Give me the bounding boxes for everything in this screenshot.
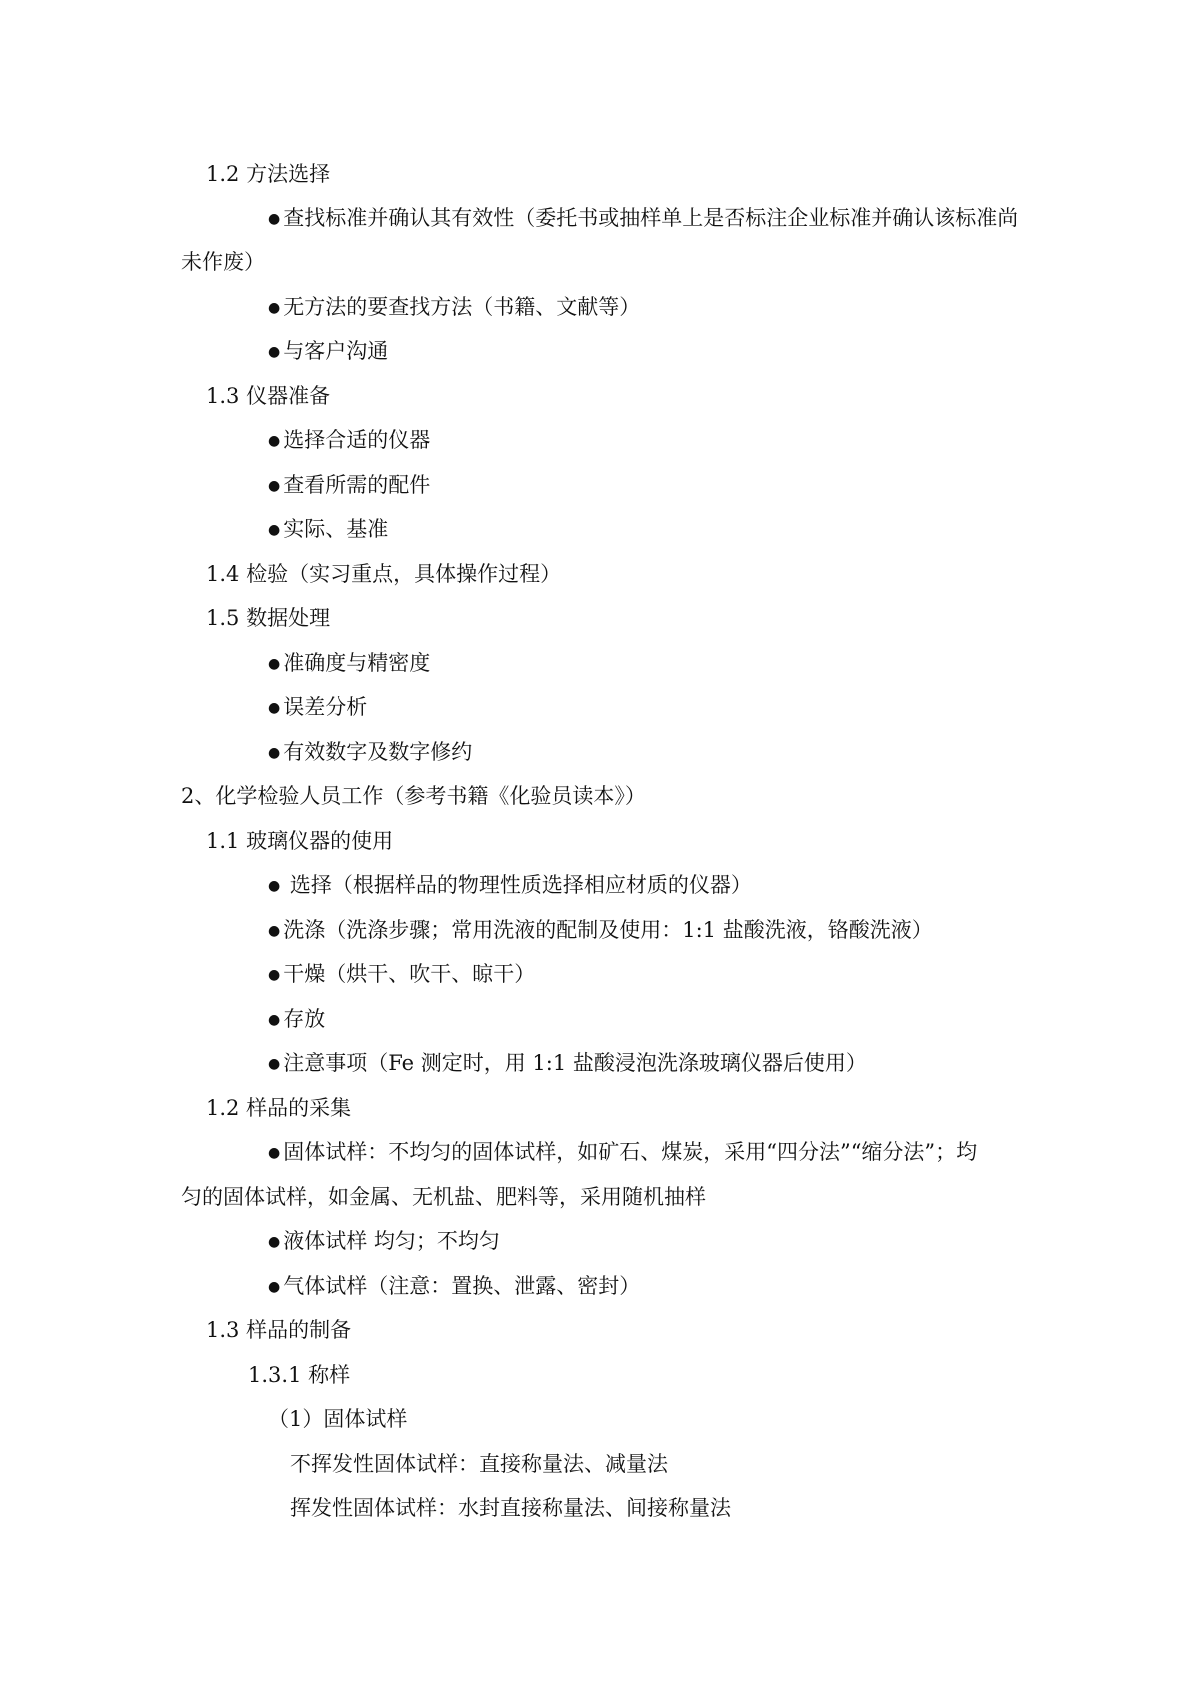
bullet-item: ● 气体试样（注意：置换、泄露、密封） xyxy=(268,1274,641,1298)
bullet-icon: ● xyxy=(268,344,281,360)
bullet-item: ● 误差分析 xyxy=(268,695,368,719)
bullet-icon: ● xyxy=(268,700,281,716)
bullet-icon: ● xyxy=(268,433,281,449)
bullet-icon: ● xyxy=(268,522,281,538)
bullet-icon: ● xyxy=(268,878,281,894)
bullet-item: ● 有效数字及数字修约 xyxy=(268,740,473,764)
heading-1-3-preparation: 1.3 样品的制备 xyxy=(206,1318,352,1342)
heading-1-3: 1.3 仪器准备 xyxy=(206,384,331,408)
heading-1-4: 1.4 检验（实习重点，具体操作过程） xyxy=(206,562,562,586)
bullet-item: ● 洗涤（洗涤步骤；常用洗液的配制及使用：1:1 盐酸洗液，铬酸洗液） xyxy=(268,918,933,942)
continuation-text: 未作废） xyxy=(181,250,265,274)
bullet-item: ● 无方法的要查找方法（书籍、文献等） xyxy=(268,295,641,319)
bullet-icon: ● xyxy=(268,967,281,983)
continuation-text: 匀的固体试样，如金属、无机盐、肥料等，采用随机抽样 xyxy=(181,1185,706,1209)
bullet-icon: ● xyxy=(268,656,281,672)
text-line: 不挥发性固体试样：直接称量法、减量法 xyxy=(290,1452,668,1476)
bullet-icon: ● xyxy=(268,923,281,939)
bullet-icon: ● xyxy=(268,1234,281,1250)
heading-1-1: 1.1 玻璃仪器的使用 xyxy=(206,829,394,853)
bullet-icon: ● xyxy=(268,1279,281,1295)
heading-1-2-sampling: 1.2 样品的采集 xyxy=(206,1096,352,1120)
bullet-item: ● 实际、基准 xyxy=(268,517,389,541)
bullet-item: ● 注意事项（Fe 测定时，用 1:1 盐酸浸泡洗涤玻璃仪器后使用） xyxy=(268,1051,867,1075)
bullet-item: ● 查找标准并确认其有效性（委托书或抽样单上是否标注企业标准并确认该标准尚 xyxy=(268,206,1019,230)
bullet-item: ● 查看所需的配件 xyxy=(268,473,431,497)
bullet-item: ● 准确度与精密度 xyxy=(268,651,431,675)
heading-1-2: 1.2 方法选择 xyxy=(206,162,331,186)
section-heading-2: 2、化学检验人员工作（参考书籍《化验员读本》） xyxy=(181,784,646,808)
bullet-icon: ● xyxy=(268,211,281,227)
heading-1-5: 1.5 数据处理 xyxy=(206,606,331,630)
bullet-icon: ● xyxy=(268,745,281,761)
bullet-item: ● 固体试样：不均匀的固体试样，如矿石、煤炭，采用“四分法”“缩分法”；均 xyxy=(268,1140,978,1164)
heading-1-3-1: 1.3.1 称样 xyxy=(248,1363,351,1387)
bullet-icon: ● xyxy=(268,300,281,316)
bullet-item: ● 选择合适的仪器 xyxy=(268,428,431,452)
bullet-item: ● 干燥（烘干、吹干、晾干） xyxy=(268,962,536,986)
bullet-item: ● 液体试样 均匀；不均匀 xyxy=(268,1229,500,1253)
bullet-item: ● 选择（根据样品的物理性质选择相应材质的仪器） xyxy=(268,873,752,897)
bullet-item: ● 存放 xyxy=(268,1007,326,1031)
bullet-icon: ● xyxy=(268,1145,281,1161)
bullet-icon: ● xyxy=(268,478,281,494)
text-line: 挥发性固体试样：水封直接称量法、间接称量法 xyxy=(290,1496,731,1520)
bullet-item: ● 与客户沟通 xyxy=(268,339,389,363)
bullet-icon: ● xyxy=(268,1056,281,1072)
bullet-icon: ● xyxy=(268,1012,281,1028)
subheading-solid-sample: （1）固体试样 xyxy=(268,1407,408,1431)
